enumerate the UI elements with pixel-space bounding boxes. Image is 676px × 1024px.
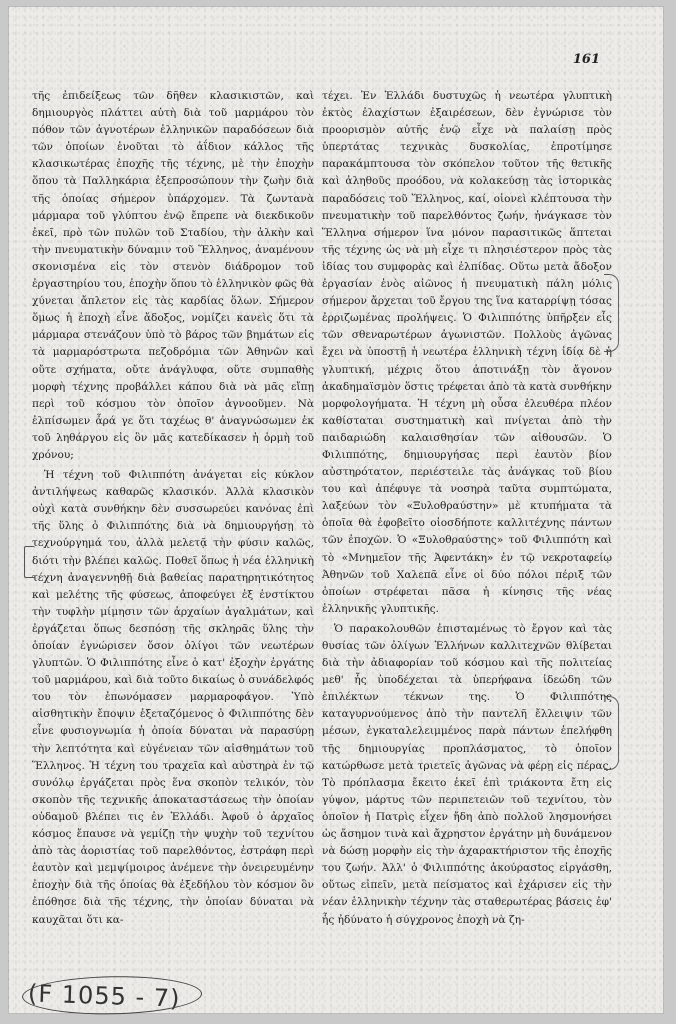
handwritten-archive-label: (F 1055 - 7) [27,979,181,1013]
margin-mark-right-upper [604,274,619,352]
scanned-page [8,6,664,1014]
margin-mark-left [24,546,35,578]
page-number: 161 [572,52,600,67]
right-column [322,88,612,929]
right-paragraph-2: Ὁ παρακολουθῶν ἐπισταμένως τὸ ἔργον καὶ τὰς θυσίας τῶν ὀλίγων Ἑλλήνων καλλιτεχνῶν θλίβεται διὰ τὴν ἀδιαφορίαν τοῦ κόσμου καὶ τῆς πολιτείας μεθ' ἧς ὑποδέχεται τὰ ὑπερήφανα ἰδεώδη τῶν ἐπιλέκτων τέκνων της. Ὁ Φιλιππότης καταγυρνούμενος ἀπὸ τὴν παντελῆ ἔλλειψιν τῶν μέσων, ἐγκαταλελειμμένος παρὰ πάντων ἐπελήφθη τῆς δημιουργίας προπλάσματος, τὸ ὁποῖον κατώρθωσε μετὰ τριετεῖς ἀγῶνας νὰ φέρῃ εἰς πέρας. Τὸ πρόπλασμα ἔκειτο ἐκεῖ ἐπὶ τριάκοντα ἔτη εἰς γύψον, μάρτυς τῶν περιπετειῶν τοῦ τεχνίτου, τὸν ὁποῖον ἡ Πατρὶς εἶχεν ἤδη ἀπὸ πολλοῦ λησμονήσει ὡς ἄσημον τινὰ καὶ ἄχρηστον ἐργάτην μὴ δυνάμενον νὰ δώσῃ μορφὴν εἰς τὴν ἀχαρακτήριστον τῆς ἐποχῆς του ζωήν. Ἀλλ' ὁ Φιλιππότης ἀκούρασtος εἰργάσθη, οὕτως εἰπεῖν, μετὰ πείσματος καὶ ἐχάρισεν εἰς τὴν νέαν ἑλληνικὴν τέχνην τὰς σταθερωτέρας βάσεις ἐφ' ἧς ἠδύνατο ἡ σύγχρονος ἐποχὴ νὰ ζη- [322,622,612,926]
left-paragraph-1: τῆς ἐπιδείξεως τῶν δῆθεν κλασικιστῶν, καὶ δημιουργὸς πλάττει αὐτὴ διὰ τοῦ μαρμάρου τὸν πόθον τῶν ἀγνοτέρων ἑλληνικῶν παραδόσεων διὰ τῶν ὁποίων ἑνοῦται τὸ ἀΐδιον κάλλος τῆς κλασικωτέρας ἐποχῆς τῆς τέχνης, μὲ τὴν ἐποχὴν ὅπου τὰ Παλληκάρια ἐξεπροσώπουν τὴν ζωὴν διὰ τῆς ὁποίας σήμερον ὑπάρχομεν. Τὰ ζωντανὰ μάρμαρα τοῦ γλύπτου ἐνῷ ἔπρεπε νὰ διεκδικοῦν ἐκεῖ, πρὸ τῶν πυλῶν τοῦ Σταδίου, τὴν ἀλκὴν καὶ τὴν πνευματικὴν δύναμιν τοῦ Ἕλληνος, ἀναμένουν σκονισμένα εἰς τὸν στενὸν διάδρομον τοῦ ἐργαστηρίου του, ἐποχὴν ὅπου τὸ ἑλληνικὸν φῶς θὰ χύνεται ἄπλετον εἰς τὰς καρδίας ὅλων. Σήμερον ὅμως ἡ ἐποχὴ εἶνε ἄδοξος, νομίζει κανεὶς ὅτι τὰ μάρμαρα στενάζουν ὑπὸ τὸ βάρος τῶν βημάτων εἰς τὰ μαρμαρόστρωτα πεζοδρόμια τῶν Ἀθηνῶν καὶ οὔτε σχήματα, οὔτε ἀνάγλυφα, οὔτε συμπαθὴς μορφὴ τέχνης προβάλλει κάπου διὰ νὰ μᾶς εἴπῃ περὶ τοῦ κόσμου τὸν ὁποῖον ἀγνοοῦμεν. Νὰ ἐλπίσωμεν ἆρά γε ὅτι ταχέως θ' ἀναγνώσωμεν ἐκ τοῦ ληθάργου εἰς ὃν μᾶς κατεδίκασεν ἡ ὁρμὴ τοῦ χρόνου; [32,90,314,461]
left-paragraph-2: Ἡ τέχνη τοῦ Φιλιππότη ἀνάγεται εἰς κύκλον ἀντιλήψεως καθαρῶς κλασικόν. Ἀλλὰ κλασικὸν οὐχὶ κατὰ συνθήκην δὲν συσσωρεύει κανόνας ἐπὶ τῆς ὕλης ὁ Φιλιππότης διὰ νὰ δημιουργήσῃ τὸ τεχνούργημά του, ἀλλὰ μελετᾷ τὴν φύσιν καλῶς, διότι τὴν βλέπει καλῶς. Ποθεῖ ὅπως ἡ νέα ἑλληνικὴ τέχνη ἀναγεννηθῇ διὰ βαθείας παρατηρητικότητος καὶ μελέτης τῆς φύσεως, ἀποφεύγει ἐξ ἐνστίκτου τὴν τυφλὴν μίμησιν τῶν ἀρχαίων ἀγαλμάτων, καὶ ἐργάζεται ὅπως δεσπόσῃ τῆς σκληρᾶς ὕλης τὴν ὁποίαν ἐγνώρισεν ὅσον ὀλίγοι τῶν νεωτέρων γλυπτῶν. Ὁ Φιλιππότης εἶνε ὁ κατ' ἐξοχὴν ἐργάτης τοῦ μαρμάρου, καὶ διὰ τοῦτο δικαίως ὁ συνάδελφός του τὸν ἐπωνόμασεν μαρμαροφάγον. Ὑπὸ αἰσθητικὴν ἔποψιν ἐξεταζόμενος ὁ Φιλιππότης δὲν εἶνε φυσιογνωμία ἡ ὁποία δύναται νὰ παρασύρῃ τὴν λεπτότητα καὶ εὐγένειαν τῶν αἰσθημάτων τοῦ Ἕλληνος. Ἡ τέχνη του τραχεῖα καὶ αὐστηρὰ ἐν τῷ συνόλῳ ἐργάζεται πρὸς ἕνα σκοπὸν τελικόν, τὸν σκοπὸν τῆς τεχνικῆς ἀποκαταστάσεως τὴν ὁποίαν οὐδαμοῦ βλέπει τις ἐν Ἑλλάδι. Ἀφοῦ ὁ ἀρχαῖος κόσμος ἔπαυσε νὰ γεμίζῃ τὴν ψυχὴν τοῦ τεχνίτου ἀπὸ τὰς ἀοριστίας τοῦ παρελθόντος, ἐστράφη περὶ ἑαυτὸν καὶ μεμψίμοιρος ἀνέμενε τὴν ὀνειρευμένην ἐποχὴν διὰ τῆς ὁποίας θὰ ἐξεδήλου τὸν κόσμον ὃν ἐπόθησε διὰ τῆς τέχνης, τὴν ὁποίαν δύναται νὰ καυχᾶται ὅτι κα- [32,469,314,926]
margin-mark-right-lower [604,696,619,770]
left-column [32,88,314,929]
right-paragraph-1: τέχει. Ἐν Ἑλλάδι δυστυχῶς ἡ νεωτέρα γλυπτικὴ ἐκτὸς ἐλαχίστων ἐξαιρέσεων, δὲν ἐγνώρισε τὸν προορισμὸν αὐτῆς ἐνῷ εἶχε νὰ παλαίσῃ πρὸς ὑπερτάτας τεχνικὰς δυσκολίας, ἐπροτίμησε παρακάμπτουσα τὸν σκόπελον τοῦτον τῆς θετικῆς καὶ ἀληθοῦς προόδου, νὰ κολακεύσῃ τὰς ἱστορικὰς παραδόσεις τοῦ Ἕλληνος, καί, οἱονεὶ κλέπτουσα τὴν πνευματικὴν τοῦ παρελθόντος ζωήν, ἠνάγκασε τὸν Ἕλληνα σήμερον ἵνα μόνον παρασιτικῶς ἅπτεται τῆς τέχνης ὡς νὰ μὴ εἶχε τι πλησιέστερον πρὸς τὰς ἰδίας του συμφορὰς καὶ ἐλπίδας. Οὕτω μετὰ ἄδοξον ἐργασίαν ἑνὸς αἰῶνος ἡ πνευματικὴ πάλη μόλις σήμερον ἄρχεται τοῦ ἔργου της ἵνα καταρρίψῃ τόσας ἐρριζωμένας προλήψεις. Ὁ Φιλιππότης ὑπῆρξεν εἷς τῶν σθεναρωτέρων ἀγωνιστῶν. Πολλοὺς ἀγῶνας ἔχει νὰ ὑποστῇ ἡ νεωτέρα ἑλληνικὴ τέχνη ἰδίᾳ δὲ ἡ γλυπτική, μέχρις ὅτου ἀποτινάξῃ τὸν ἄγονον ἀκαδημαϊσμὸν ὅστις τρέφεται ἀπὸ τὰ κατὰ συνθήκην μορφολογήματα. Ἡ τέχνη μὴ οὖσα ἐλευθέρα πλέον καθίσταται συστηματικὴ καὶ πνίγεται ἀπὸ τὴν παιδαριώδη καλαισθησίαν τῶν αἰθουσῶν. Ὁ Φιλιππότης, δημιουργήσας περὶ ἑαυτὸν βίον αὐστηρότατον, περιέστειλε τὰς ἀνάγκας τοῦ βίου του καὶ ἀπέφυγε τὰ νοσηρὰ ταῦτα συμπτώματα, λαξεύων τὸν «Ξυλοθραύστην» μὲ κτυπήματα τὰ ὁποῖα θὰ ἐφοβεῖτο οἱοσδήποτε καλλιτέχνης πάντων τῶν ἐποχῶν. Ὁ «Ξυλοθραύστης» τοῦ Φιλιππότη καὶ τὸ «Μνημεῖον τῆς Ἀφεντάκη» ἐν τῷ νεκροταφείῳ Ἀθηνῶν τοῦ Χαλεπᾶ εἶνε οἱ δύο πόλοι πέριξ τῶν ὁποίων στρέφεται πᾶσα ἡ κίνησις τῆς νέας ἑλληνικῆς γλυπτικῆς. [322,90,612,615]
